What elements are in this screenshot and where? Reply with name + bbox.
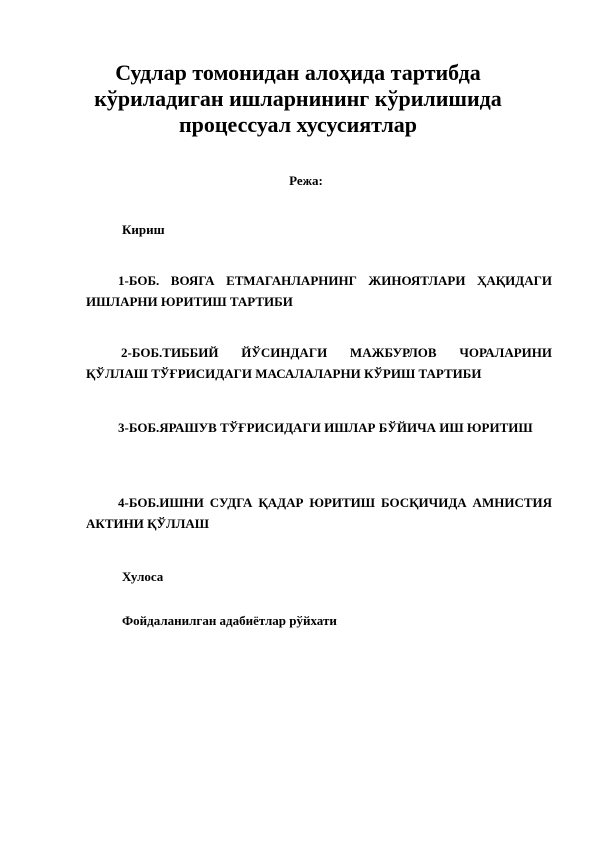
toc-item-introduction: Кириш: [122, 222, 165, 237]
toc-item-chapter-2: 2-БОБ.ТИББИЙ ЙЎСИНДАГИ МАЖБУРЛОВ ЧОРАЛАРИНИ ҚЎЛЛАШ ТЎҒРИСИДАГИ МАСАЛАЛАРНИ КЎРИШ ТАРТИБИ: [86, 345, 552, 381]
toc-item-conclusion: Хулоса: [122, 569, 164, 584]
toc-item-chapter-4: 4-БОБ.ИШНИ СУДГА ҚАДАР ЮРИТИШ БОСҚИЧИДА АМНИСТИЯ АКТИНИ ҚЎЛЛАШ: [86, 495, 552, 531]
toc-item-references: Фойдаланилган адабиётлар рўйхати: [122, 613, 337, 628]
toc-item-chapter-1: 1-БОБ. ВОЯГА ЕТМАГАНЛАРНИНГ ЖИНОЯТЛАРИ ҲАҚИДАГИ ИШЛАРНИ ЮРИТИШ ТАРТИБИ: [86, 273, 552, 309]
document-title: Судлар томонидан алоҳида тартибда кўриладиган ишларнининг кўрилишида процессуал хусусиятлар: [94, 60, 502, 137]
toc-item-chapter-3: 3-БОБ.ЯРАШУВ ТЎҒРИСИДАГИ ИШЛАР БЎЙИЧА ИШ ЮРИТИШ: [118, 420, 533, 435]
plan-heading: Режа:: [289, 173, 323, 188]
